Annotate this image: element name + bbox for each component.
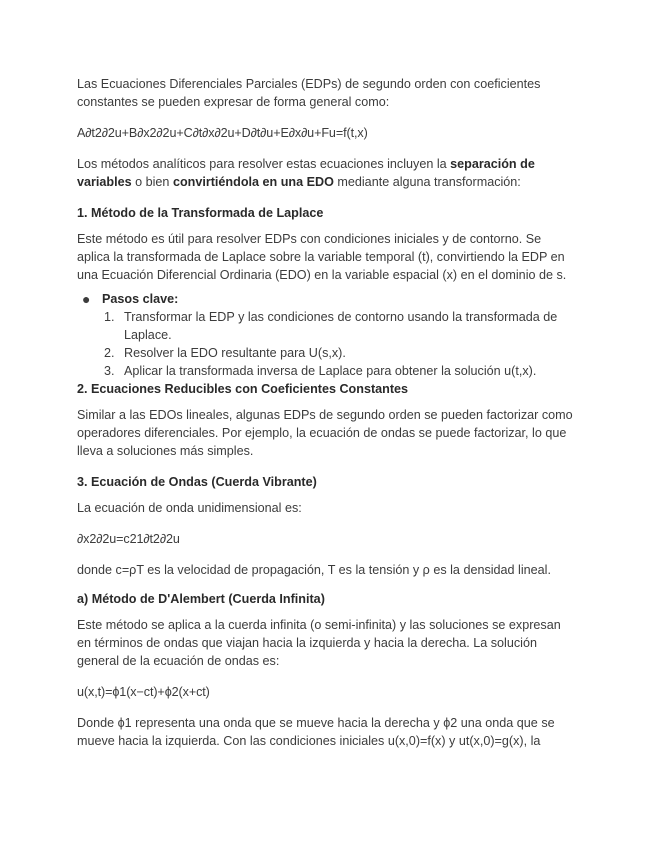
substep-item <box>104 344 577 362</box>
section3a-paragraph: Este método se aplica a la cuerda infinita (o semi-infinita) y las soluciones se expresan en términos de ondas que viajan hacia la izquierda y hacia la derecha. La solución general de la ecuación de ondas es: <box>77 618 561 668</box>
general-pde-formula: A∂t2∂2u+B∂x2∂2u+C∂t∂x∂2u+D∂t∂u+E∂x∂u+Fu=f(t,x) <box>77 126 368 140</box>
intro-paragraph: Las Ecuaciones Diferenciales Parciales (EDPs) de segundo orden con coeficientes constantes se pueden expresar de forma general como: <box>77 77 541 109</box>
dalembert-formula: u(x,t)=ϕ1(x−ct)+ϕ2(x+ct) <box>77 685 210 699</box>
substep-text: Resolver la EDO resultante para U(s,x). <box>124 346 346 360</box>
wave-equation-note: donde c=ρT es la velocidad de propagación, T es la tensión y ρ es la densidad lineal. <box>77 563 551 577</box>
methods-intro-text-3: mediante alguna transformación: <box>333 175 521 189</box>
methods-intro-text-1: Los métodos analíticos para resolver estas ecuaciones incluyen la <box>77 157 451 171</box>
substep-number: 3. <box>104 364 115 378</box>
section3a-heading: a) Método de D'Alembert (Cuerda Infinita) <box>77 592 325 606</box>
section2-paragraph: Similar a las EDOs lineales, algunas EDPs de segundo orden se pueden factorizar como operadores diferenciales. Por ejemplo, la ecuación de ondas se puede factorizar, lo que lleva a soluciones más simples. <box>77 408 573 458</box>
substep-text: Transformar la EDP y las condiciones de contorno usando la transformada de Laplace. <box>124 310 558 342</box>
section2-heading: 2. Ecuaciones Reducibles con Coeficientes Constantes <box>77 382 409 396</box>
methods-intro-paragraph <box>77 155 577 191</box>
substeps-list <box>102 308 577 380</box>
substep-item <box>104 362 577 380</box>
section3-paragraph: La ecuación de onda unidimensional es: <box>77 501 302 515</box>
substep-item <box>104 308 577 344</box>
section1-paragraph: Este método es útil para resolver EDPs con condiciones iniciales y de contorno. Se aplica la transformada de Laplace sobre la variable temporal (t), convirtiendo la EDP en una Ecuación Diferencial Ordinaria (EDO) en la variable espacial (x) en el dominio de s. <box>77 232 567 282</box>
section3a-closing-paragraph: Donde ϕ1 representa una onda que se mueve hacia la derecha y ϕ2 una onda que se mueve hacia la izquierda. Con las condiciones iniciales u(x,0)=f(x) y ut(x,0)=g(x), la <box>77 716 555 748</box>
section3-heading: 3. Ecuación de Ondas (Cuerda Vibrante) <box>77 475 317 489</box>
document-page <box>77 75 577 750</box>
key-steps-label: Pasos clave: <box>102 292 179 306</box>
convert-to-ode-bold: convirtiéndola en una EDO <box>172 175 334 189</box>
substep-number: 1. <box>104 310 115 324</box>
methods-intro-text-2: o bien <box>131 175 173 189</box>
key-steps-list <box>77 290 577 380</box>
substep-number: 2. <box>104 346 115 360</box>
key-steps-item <box>82 290 577 380</box>
bullet-icon: ● <box>82 291 91 307</box>
wave-equation-formula: ∂x2∂2u=c21∂t2∂2u <box>77 532 180 546</box>
separation-of-variables-bold: separación de variables <box>77 157 535 189</box>
substep-text: Aplicar la transformada inversa de Laplace para obtener la solución u(t,x). <box>124 364 537 378</box>
section1-heading: 1. Método de la Transformada de Laplace <box>77 206 324 220</box>
